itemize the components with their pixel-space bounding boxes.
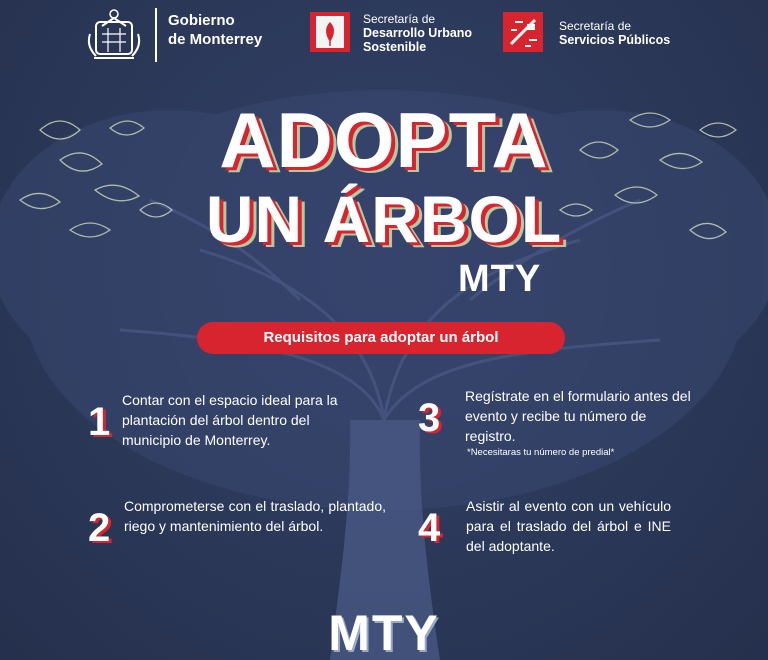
servicios-publicos-text: Secretaría de Servicios Públicos (559, 19, 671, 47)
step-2-text: Comprometerse con el traslado, plantado, riego y mantenimiento del árbol. (124, 498, 386, 534)
step-1-number: 1 (88, 400, 111, 444)
footer-mty-logo: MTY (328, 605, 440, 660)
step-3-block (465, 386, 695, 460)
desarrollo-urbano-text: Secretaría de Desarrollo Urbano Sostenible (363, 12, 473, 54)
step-3-text: Regístrate en el formulario antes del evento y recibe tu número de registro. (465, 388, 691, 444)
title-line-2: UN ÁRBOL (205, 182, 563, 256)
step-3-number: 3 (418, 396, 441, 440)
step-4-number: 4 (418, 506, 441, 550)
step-2-number: 2 (88, 506, 111, 550)
gobierno-logo-text: Gobierno de Monterrey (168, 12, 263, 48)
servicios-publicos-logo-icon (503, 12, 543, 52)
header-divider (155, 8, 157, 62)
step-1-text: Contar con el espacio ideal para la plantación del árbol dentro del municipio de Monterrey. (122, 392, 338, 448)
step-3-note: *Necesitaras tu número de predial* (467, 447, 615, 458)
city-seal-icon (84, 4, 144, 64)
header (0, 0, 768, 70)
desarrollo-urbano-logo-icon (310, 12, 350, 52)
title-line-1: ADOPTA (219, 96, 549, 184)
step-4-text: Asistir al evento con un vehículo para el traslado del árbol e INE del adoptante. (466, 498, 671, 554)
title-sub: MTY (458, 258, 542, 300)
requirements-banner: Requisitos para adoptar un árbol (197, 322, 565, 354)
